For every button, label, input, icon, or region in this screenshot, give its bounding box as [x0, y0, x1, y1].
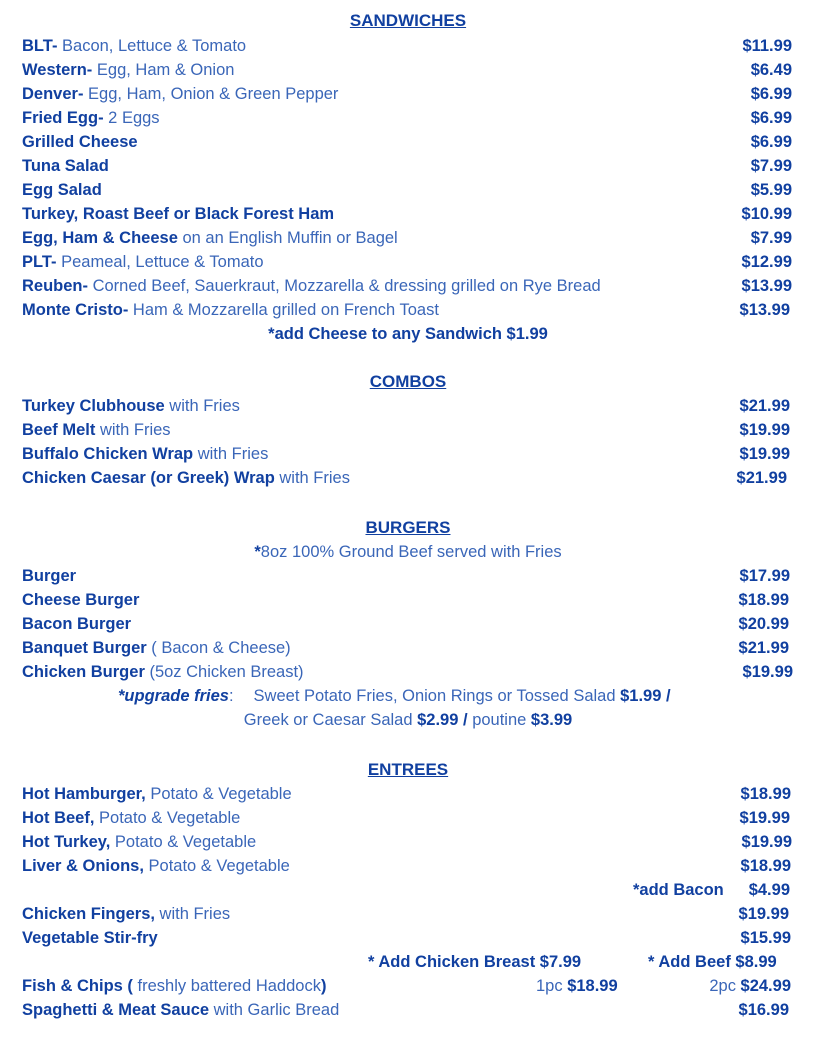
menu-item	[0, 250, 816, 274]
item-price: $11.99	[742, 37, 792, 55]
menu-item	[0, 660, 816, 684]
fish-1pc-price: $18.99	[567, 977, 618, 995]
item-name: Hot Hamburger,	[22, 785, 146, 803]
menu-item	[0, 806, 816, 830]
item-name: Egg, Ham & Cheese	[22, 229, 178, 247]
item-price: $17.99	[739, 567, 790, 585]
item-price: $20.99	[738, 615, 789, 633]
subtitle-text: 8oz 100% Ground Beef served with Fries	[260, 543, 562, 561]
item-description: Peameal, Lettuce & Tomato	[56, 253, 264, 271]
fish-2pc-price: $24.99	[740, 977, 791, 995]
item-price: $19.99	[739, 809, 790, 827]
sandwiches-section-title	[0, 9, 816, 33]
item-name: Chicken Caesar (or Greek) Wrap	[22, 469, 275, 487]
item-name: Cheese Burger	[22, 591, 140, 609]
item-price: $6.99	[750, 85, 792, 103]
burgers-subtitle-row	[0, 540, 816, 564]
menu-item	[0, 106, 816, 130]
combos-section-title	[0, 370, 816, 394]
item-description: on an English Muffin or Bagel	[177, 229, 398, 247]
menu-item	[0, 34, 816, 58]
item-name: BLT-	[22, 37, 58, 55]
item-description: with Garlic Bread	[209, 1001, 340, 1019]
upgrade-price-1: $1.99 /	[620, 687, 671, 705]
item-name: Egg Salad	[22, 181, 102, 199]
upgrade-text-3: poutine	[472, 711, 527, 729]
item-name: Chicken Burger	[22, 663, 145, 681]
menu-item	[0, 564, 816, 588]
menu-item	[0, 274, 816, 298]
menu-item	[0, 154, 816, 178]
upgrade-colon: :	[228, 687, 234, 705]
item-price: $7.99	[750, 157, 792, 175]
item-description: Potato & Vegetable	[110, 833, 257, 851]
burgers-title: BURGERS	[365, 518, 451, 537]
item-name: Tuna Salad	[22, 157, 109, 175]
item-name: Chicken Fingers,	[22, 905, 155, 923]
item-description: with Fries	[95, 421, 171, 439]
menu-item	[0, 442, 816, 466]
item-name: Spaghetti & Meat Sauce	[22, 1001, 210, 1019]
add-bacon-label: *add Bacon	[633, 881, 724, 899]
menu-item	[0, 854, 816, 878]
item-description: Corned Beef, Sauerkraut, Mozzarella & dressing grilled on Rye Bread	[88, 277, 601, 295]
menu-item	[0, 226, 816, 250]
item-price: $5.99	[750, 181, 792, 199]
item-description: with Fries	[154, 905, 231, 923]
menu-item	[0, 82, 816, 106]
upgrade-text-1: Sweet Potato Fries, Onion Rings or Tossed Salad	[253, 687, 616, 705]
item-description: with Fries	[193, 445, 269, 463]
menu-item	[0, 130, 816, 154]
item-description: Potato & Vegetable	[145, 785, 292, 803]
item-price: $10.99	[741, 205, 792, 223]
item-price: $15.99	[740, 929, 791, 947]
menu-item	[0, 202, 816, 226]
item-description: freshly battered Haddock	[132, 977, 321, 995]
fish-1pc	[536, 974, 618, 998]
item-price: $19.99	[739, 421, 790, 439]
item-price: $6.49	[750, 61, 792, 79]
item-price: $18.99	[740, 857, 791, 875]
fish-2pc-label: 2pc	[709, 977, 741, 995]
item-description: with Fries	[274, 469, 350, 487]
item-name: Fish & Chips (	[22, 977, 133, 995]
item-description: with Fries	[164, 397, 240, 415]
item-description: Ham & Mozzarella grilled on French Toast	[128, 301, 439, 319]
item-price: $21.99	[738, 639, 789, 657]
add-chicken-note: * Add Chicken Breast $7.99	[368, 953, 582, 971]
item-description: (5oz Chicken Breast)	[144, 663, 304, 681]
sandwiches-title: SANDWICHES	[349, 11, 467, 30]
item-price: $21.99	[739, 397, 790, 415]
entrees-section-title	[0, 758, 816, 782]
item-price: $13.99	[739, 301, 790, 319]
upgrade-fries-row	[0, 684, 816, 708]
item-price: $6.99	[750, 133, 792, 151]
item-name: Banquet Burger	[22, 639, 147, 657]
fish-2pc	[709, 974, 791, 998]
burgers-section-title	[0, 516, 816, 540]
upgrade-price-3: $3.99	[530, 711, 573, 729]
add-cheese-note: *add Cheese to any Sandwich $1.99	[268, 325, 548, 343]
item-name: Grilled Cheese	[22, 133, 138, 151]
item-description: Bacon, Lettuce & Tomato	[57, 37, 247, 55]
item-price: $19.99	[738, 905, 789, 923]
item-price: $19.99	[739, 445, 790, 463]
item-name: PLT-	[22, 253, 57, 271]
item-name: Liver & Onions,	[22, 857, 144, 875]
item-name: Turkey Clubhouse	[22, 397, 165, 415]
item-name: Hot Beef,	[22, 809, 95, 827]
burgers-subtitle	[0, 540, 816, 564]
menu-item	[0, 830, 816, 854]
add-protein-row	[0, 950, 816, 974]
add-bacon-row	[0, 878, 816, 902]
menu-item	[0, 298, 816, 322]
item-description: Egg, Ham, Onion & Green Pepper	[83, 85, 339, 103]
menu-item	[0, 782, 816, 806]
upgrade-label: *upgrade fries	[118, 687, 229, 705]
menu-item	[0, 926, 816, 950]
item-price: $16.99	[738, 1001, 789, 1019]
menu-item	[0, 418, 816, 442]
menu-item	[0, 902, 816, 926]
item-price: $6.99	[750, 109, 792, 127]
item-name: Denver-	[22, 85, 84, 103]
item-price: $21.99	[736, 469, 787, 487]
item-price: $12.99	[741, 253, 792, 271]
combos-title: COMBOS	[369, 372, 447, 391]
sandwich-note-row	[0, 322, 816, 346]
item-name: Reuben-	[22, 277, 88, 295]
item-description: Potato & Vegetable	[94, 809, 241, 827]
subtitle-star: *	[254, 543, 261, 561]
item-price: $18.99	[738, 591, 789, 609]
add-bacon-price: $4.99	[748, 881, 790, 899]
fish-1pc-label: 1pc	[536, 977, 568, 995]
item-price: $19.99	[742, 663, 793, 681]
item-price: $7.99	[750, 229, 792, 247]
item-description: Potato & Vegetable	[143, 857, 290, 875]
item-name: Buffalo Chicken Wrap	[22, 445, 194, 463]
item-price: $18.99	[740, 785, 791, 803]
item-description: Egg, Ham & Onion	[92, 61, 235, 79]
upgrade-salad-row	[0, 708, 816, 732]
item-name: Western-	[22, 61, 93, 79]
upgrade-price-2: $2.99 /	[417, 711, 468, 729]
menu-item-fish	[0, 974, 816, 998]
menu-item	[0, 612, 816, 636]
item-description: 2 Eggs	[103, 109, 160, 127]
menu-item	[0, 394, 816, 418]
menu-item	[0, 178, 816, 202]
item-name: Fried Egg-	[22, 109, 104, 127]
menu-item	[0, 466, 816, 490]
item-name: Burger	[22, 567, 77, 585]
add-beef-note: * Add Beef $8.99	[648, 953, 777, 971]
entrees-title: ENTREES	[367, 760, 449, 779]
menu-item	[0, 58, 816, 82]
upgrade-fries-line-2	[0, 708, 816, 732]
item-name-close: )	[320, 977, 327, 995]
menu-item-spaghetti	[0, 998, 816, 1022]
menu-item	[0, 636, 816, 660]
upgrade-text-2: Greek or Caesar Salad	[243, 711, 413, 729]
item-name: Hot Turkey,	[22, 833, 111, 851]
item-name: Vegetable Stir-fry	[22, 929, 158, 947]
item-name: Bacon Burger	[22, 615, 132, 633]
item-price: $19.99	[741, 833, 792, 851]
item-name: Beef Melt	[22, 421, 96, 439]
item-description: ( Bacon & Cheese)	[146, 639, 291, 657]
upgrade-fries-line-1	[118, 684, 671, 708]
item-price: $13.99	[741, 277, 792, 295]
menu-item	[0, 588, 816, 612]
item-name: Monte Cristo-	[22, 301, 129, 319]
item-name: Turkey, Roast Beef or Black Forest Ham	[22, 205, 335, 223]
